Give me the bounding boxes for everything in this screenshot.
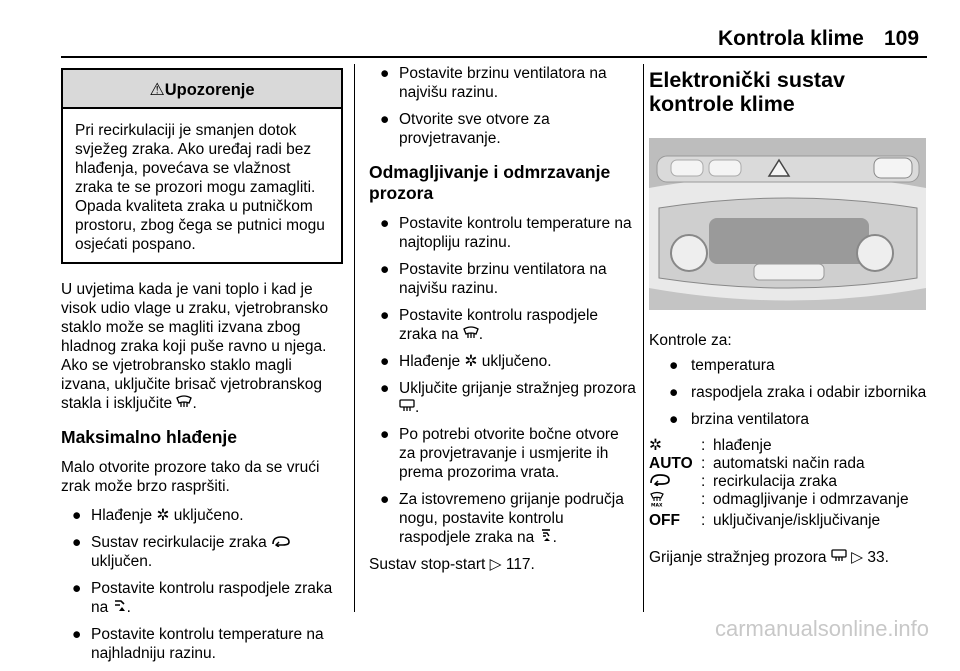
section-title: Elektronički sustav kontrole klime: [649, 68, 845, 116]
intro-text: Kontrole za:: [649, 332, 732, 349]
column-2: [369, 64, 637, 574]
rear-window-heat-icon: [399, 399, 415, 412]
section-heading: Odmagljivanje i odmrzavanje prozora: [369, 162, 611, 203]
page-ref-arrow-icon: ▷: [851, 549, 864, 566]
page-ref-arrow-icon: ▷: [489, 556, 502, 573]
list-item: ● temperatura: [669, 357, 775, 374]
paragraph: Malo otvorite prozore tako da se vrući zrak može brzo raspršiti.: [61, 459, 320, 495]
page-header-title: Kontrola klime: [718, 27, 864, 50]
list-item: ● Postavite kontrolu raspodjele zraka na .: [72, 580, 333, 616]
defrost-max-icon: [649, 491, 701, 512]
list-item: ● Za istovremeno grijanje područja nogu, postavite kontrolu raspodjele zraka na .: [380, 491, 624, 546]
legend-row: MAX : odmagljivanje i odmrzavanje: [649, 491, 929, 512]
list-item: ● Sustav recirkulacije zraka uključen.: [61, 533, 343, 571]
controls-legend: [649, 437, 929, 530]
snowflake-icon: ✲: [156, 507, 170, 524]
column-1: [61, 64, 343, 671]
snowflake-icon: ✲: [649, 437, 662, 454]
bullet-list: [369, 214, 637, 547]
list-item: ● Otvorite sve otvore za provjetravanje.: [380, 111, 550, 147]
warning-body: Pri recirkulaciji je smanjen dotok svježeg zraka. Ako uređaj radi bez hlađenja, povećava se vlažnost zraka te se prozori mogu zamagliti. Opada kvaliteta zraka u putničkom prostoru, zbog čega se putnici mogu osjećati pospano.: [75, 122, 325, 253]
windscreen-air-icon: [176, 395, 192, 408]
list-item: ● Hlađenje ✲ uključeno.: [380, 353, 552, 370]
air-to-face-icon: [113, 599, 127, 612]
bullet-list: [61, 506, 343, 663]
list-item: ● raspodjela zraka i odabir izbornika: [669, 384, 927, 401]
legend-row: OFF : uključivanje/isključivanje: [649, 512, 881, 529]
windscreen-air-icon: [463, 326, 479, 339]
rear-window-heat-icon: [831, 549, 847, 562]
cross-reference: Grijanje stražnjeg prozora ▷ 33.: [649, 549, 889, 566]
list-item: ● Po potrebi otvorite bočne otvore za provjetravanje i usmjerite ih prema prozorima vrata.: [380, 426, 619, 481]
recirculation-icon: [271, 535, 291, 547]
svg-text:MAX: MAX: [651, 503, 663, 507]
header-rule: [61, 56, 927, 58]
column-divider: [354, 64, 355, 612]
list-item: ● Uključite grijanje stražnjeg prozora .: [380, 380, 636, 416]
paragraph: U uvjetima kada je vani toplo i kad je visok udio vlage u zraku, vjetrobransko staklo može se magliti izvana zbog hladnog zraka koji puše ravno u njega. Ako se vjetrobransko staklo magli izvana, uključite brisač vjetrobranskog stakla i isključite .: [61, 281, 329, 412]
list-item: ● brzina ventilatora: [669, 411, 810, 428]
column-3: [649, 64, 929, 567]
warning-box: [61, 68, 343, 264]
column-divider: [643, 64, 644, 612]
warning-heading: ⚠Upozorenje: [63, 70, 341, 109]
watermark: carmanualsonline.info: [715, 616, 930, 641]
snowflake-icon: ✲: [464, 353, 478, 370]
list-item: ● Postavite brzinu ventilatora na najvišu razinu.: [380, 261, 607, 297]
list-item: ● Hlađenje ✲ uključeno.: [72, 507, 244, 524]
bullet-list: [369, 64, 637, 148]
list-item: ● Postavite kontrolu temperature na najhladniju razinu.: [72, 626, 324, 662]
list-item: ● Postavite kontrolu temperature na najtopliju razinu.: [380, 215, 632, 251]
legend-row: AUTO : automatski način rada: [649, 455, 865, 472]
cross-reference: Sustav stop-start ▷ 117.: [369, 556, 535, 573]
recirculation-icon: [649, 473, 701, 491]
bullet-list: [649, 356, 929, 429]
section-heading: Maksimalno hlađenje: [61, 427, 238, 447]
legend-row: : recirkulacija zraka: [649, 473, 929, 491]
list-item: ● Postavite kontrolu raspodjele zraka na .: [380, 307, 599, 343]
list-item: ● Postavite brzinu ventilatora na najvišu razinu.: [380, 65, 607, 101]
page-number: 109: [884, 27, 920, 50]
air-windscreen-feet-icon: [539, 529, 553, 542]
warning-triangle-icon: ⚠: [149, 80, 165, 99]
climate-control-panel-photo: [649, 138, 926, 310]
legend-row: ✲ : hlađenje: [649, 437, 772, 454]
